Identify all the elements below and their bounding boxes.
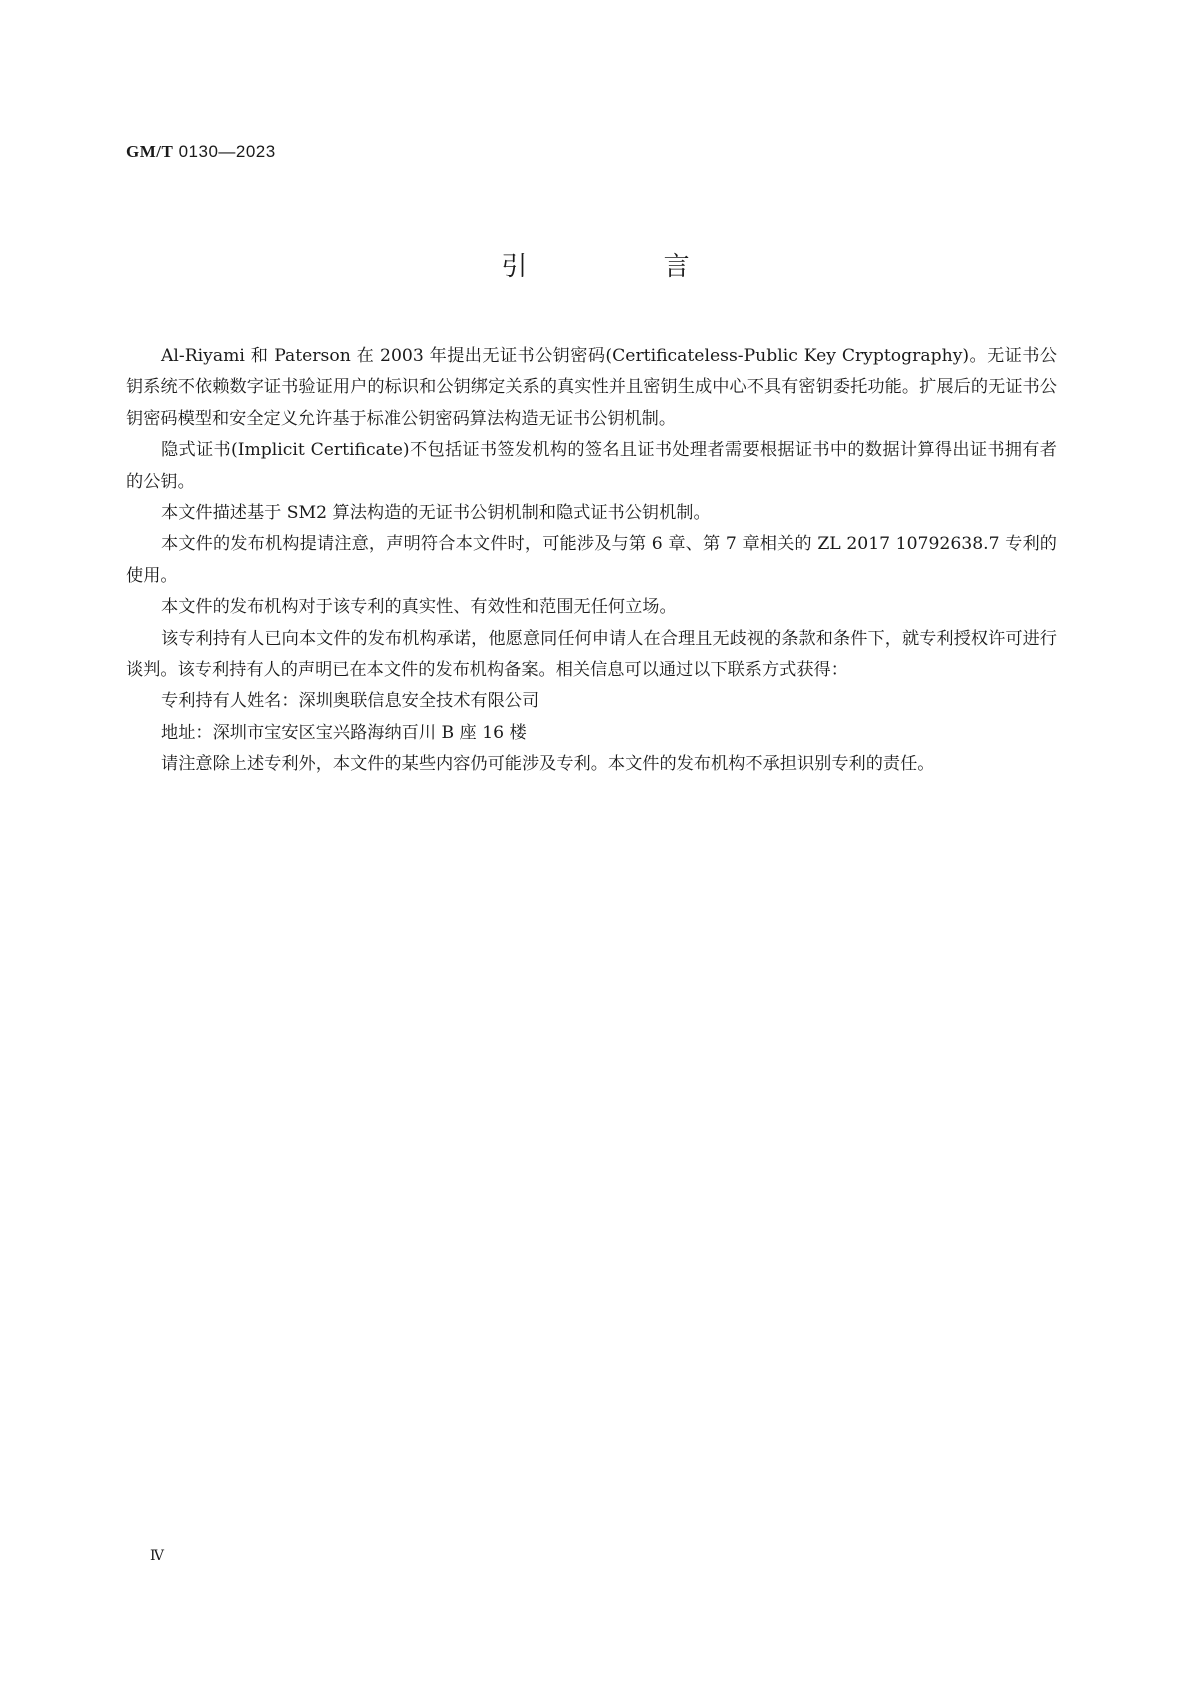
paragraph-implicit-certificate: 隐式证书(Implicit Certificate)不包括证书签发机构的签名且证书处理者需要根据证书中的数据计算得出证书拥有者的公钥。	[126, 440, 1057, 492]
page-number: Ⅳ	[150, 1549, 164, 1564]
standard-prefix: GM/T	[126, 142, 174, 161]
paragraph-background: Al-Riyami 和 Paterson 在 2003 年提出无证书公钥密码(Certificateless-Public Key Cryptography)。无证书公钥系统不依赖数字证书验证用户的标识和公钥绑定关系的真实性并且密钥生成中心不具有密钥委托功能。扩展后的无证书公钥密码模型和安全定义允许基于标准公钥密码算法构造无证书公钥机制。	[126, 346, 1057, 429]
section-title: 引 言	[501, 252, 754, 282]
paragraph-address: 地址：深圳市宝安区宝兴路海纳百川 B 座 16 楼	[161, 722, 527, 743]
paragraph-patent-holder: 专利持有人姓名：深圳奥联信息安全技术有限公司	[161, 691, 540, 712]
paragraph-scope: 本文件描述基于 SM2 算法构造的无证书公钥机制和隐式证书公钥机制。	[161, 503, 711, 524]
paragraph-patent-notice: 本文件的发布机构提请注意，声明符合本文件时，可能涉及与第 6 章、第 7 章相关的 ZL 2017 10792638.7 专利的使用。	[126, 534, 1057, 586]
standard-number: 0130—2023	[178, 142, 276, 161]
paragraph-patent-position: 本文件的发布机构对于该专利的真实性、有效性和范围无任何立场。	[161, 597, 677, 618]
introduction-body	[126, 341, 1057, 781]
paragraph-disclaimer: 请注意除上述专利外，本文件的某些内容仍可能涉及专利。本文件的发布机构不承担识别专利的责任。	[161, 754, 935, 775]
document-identifier	[126, 142, 276, 162]
paragraph-patent-commitment: 该专利持有人已向本文件的发布机构承诺，他愿意同任何申请人在合理且无歧视的条款和条件下，就专利授权许可进行谈判。该专利持有人的声明已在本文件的发布机构备案。相关信息可以通过以下联系方式获得：	[126, 628, 1057, 681]
